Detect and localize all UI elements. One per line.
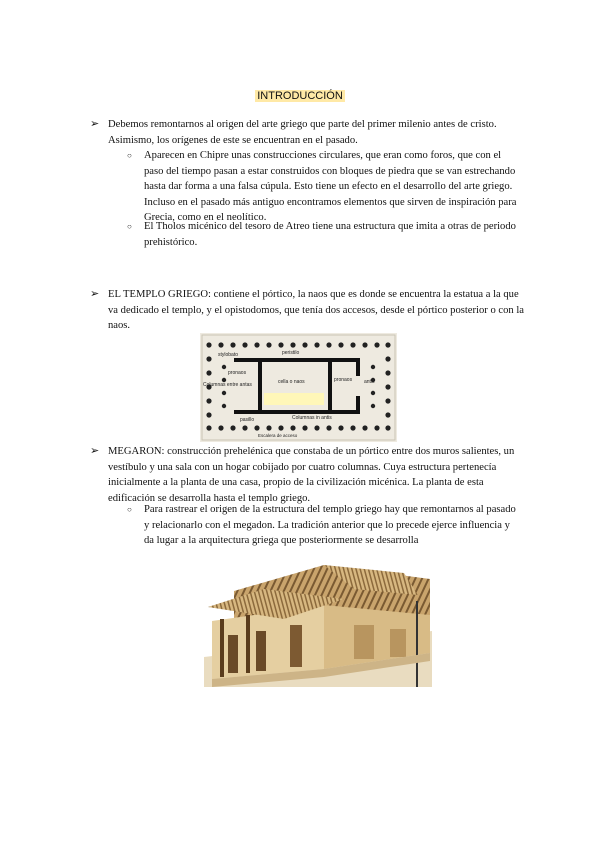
- page-title: INTRODUCCIÓN: [257, 90, 343, 102]
- plan-label-antis: antis: [364, 379, 375, 385]
- plan-label-pronaos2: pronaos: [334, 377, 353, 383]
- paragraph-templo: EL TEMPLO GRIEGO: contiene el pórtico, la naos que es donde se encuentra la estatua a la que va dedicado el templo, y el opistodomos, que tenía dos accesos, desde el pórtico posterior o con la naos.: [108, 289, 524, 332]
- subbullet-tholos: [127, 219, 522, 250]
- subbullet-chipre: [127, 148, 522, 226]
- arrow-bullet-icon: ➢: [90, 288, 100, 300]
- plan-label-cella: cella o naos: [278, 379, 305, 385]
- arrow-bullet-icon: ➢: [90, 118, 100, 130]
- bullet-intro: [90, 117, 530, 148]
- bullet-templo: [90, 287, 530, 334]
- plan-label-columnas-entre-antas: Columnas entre antas: [203, 382, 252, 388]
- paragraph-tholos: El Tholos micénico del tesoro de Atreo tiene una estructura que imita a otras de periodo prehistórico.: [144, 221, 516, 248]
- arrow-bullet-icon: ➢: [90, 445, 100, 457]
- paragraph-intro: Debemos remontarnos al origen del arte griego que parte del primer milenio antes de cristo. Asimismo, los orígenes de este se encuentran en el pasado.: [108, 119, 497, 146]
- paragraph-rastrear: Para rastrear el origen de la estructura del templo griego hay que remontarnos al pasado y relacionarlo con el megadon. La tradición anterior que lo precede ejerce influencia y da lugar a la arquitectura griega que posteriormente se desarrolla: [144, 504, 516, 547]
- temple-plan-figure: [200, 333, 397, 442]
- subbullet-rastrear: [127, 502, 522, 549]
- circle-bullet-icon: ○: [127, 151, 132, 160]
- paragraph-megaron: MEGARON: construcción prehelénica que constaba de un pórtico entre dos muros salientes, un vestíbulo y una sala con un hogar cobijado por cuatro columnas. Cuya estructura pertenecía inicialmente a la planta de una casa, propio de la civilización micénica. La planta de esta edificación se desarrolla hasta el templo griego.: [108, 446, 515, 504]
- bullet-megaron: [90, 444, 530, 506]
- megaron-illustration: [204, 561, 432, 687]
- plan-label-peristilo: peristilo: [282, 350, 300, 356]
- plan-label-stylobato: stylobato: [218, 352, 239, 358]
- circle-bullet-icon: ○: [127, 505, 132, 514]
- plan-label-columnas-in-antis: Columnas in antis: [292, 415, 332, 421]
- paragraph-chipre: Aparecen en Chipre unas construcciones circulares, que eran como foros, que con el paso del tiempo pasan a estar construidos con bloques de piedra que se van estrechando hasta dar forma a una falsa cúpula. Esto tiene un efecto en el desarrollo del arte griego. Incluso en el pasado más antiguo encontramos elementos que sirven de inspiración para Grecia, como en el neolítico.: [144, 150, 517, 224]
- plan-label-pasillo: pasillo: [240, 417, 255, 423]
- circle-bullet-icon: ○: [127, 222, 132, 231]
- plan-label-escalera: Escalera de acceso: [258, 433, 298, 438]
- plan-label-pronaos: pronaos: [228, 370, 247, 376]
